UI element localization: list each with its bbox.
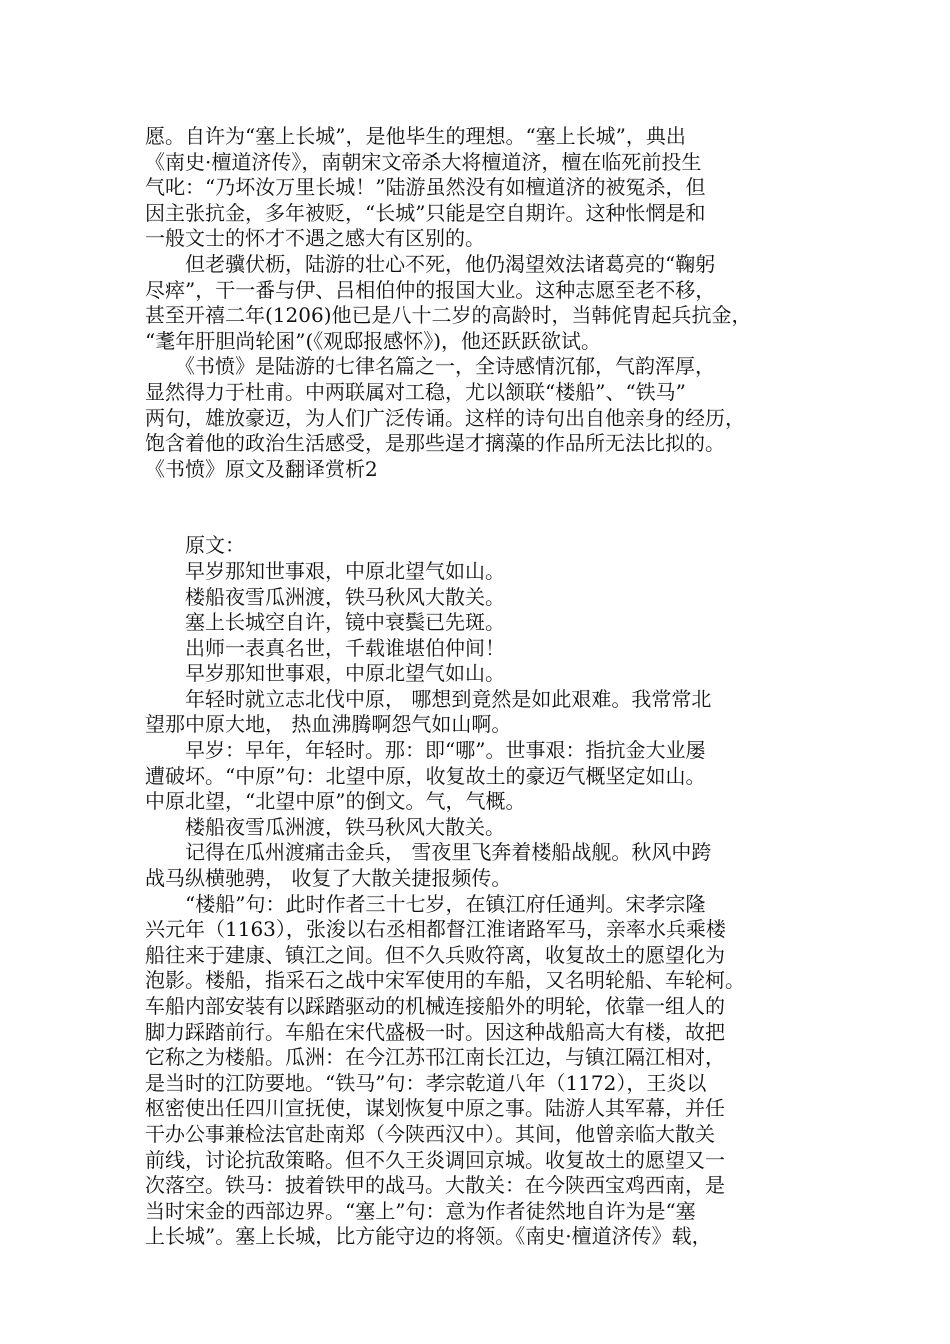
text-line: 甚至开禧二年(1206)他已是八十二岁的高龄时，当韩侂胄起兵抗金， (145, 303, 752, 328)
text-line: 显然得力于杜甫。中两联属对工稳，尤以颔联“楼船”、“铁马” (145, 379, 686, 404)
text-line: 船往来于建康、镇江之间。但不久兵败符离，收复故土的愿望化为 (145, 942, 725, 967)
text-line: 脚力踩踏前行。车船在宋代盛极一时。因这种战船高大有楼，故把 (145, 1019, 725, 1044)
text-line: 楼船夜雪瓜洲渡，铁马秋风大散关。 (145, 584, 505, 609)
text-line: 年轻时就立志北伐中原， 哪想到竟然是如此艰难。我常常北 (145, 686, 712, 711)
text-line: 它称之为楼船。瓜洲：在今江苏邗江南长江边，与镇江隔江相对， (145, 1045, 725, 1070)
section-original-and-translation (145, 533, 825, 1250)
text-line: 《书愤》是陆游的七律名篇之一，全诗感情沉郁，气韵浑厚， (145, 354, 715, 379)
text-line: 中原北望，“北望中原”的倒文。气，气概。 (145, 789, 526, 814)
text-line: 早岁：早年，年轻时。那：即“哪”。世事艰：指抗金大业屡 (145, 738, 706, 763)
text-line: 一般文士的怀才不遇之感大有区别的。 (145, 226, 485, 251)
text-line: 早岁那知世事艰，中原北望气如山。 (145, 558, 505, 583)
text-line: 《南史·檀道济传》，南朝宋文帝杀大将檀道济，檀在临死前投生 (145, 149, 702, 174)
text-line: 原文： (145, 533, 245, 558)
text-line: 尽瘁”，干一番与伊、吕相伯仲的报国大业。这种志愿至老不移， (145, 277, 716, 302)
text-line: 愿。自许为“塞上长城”，是他毕生的理想。“塞上长城”，典出 (145, 124, 686, 148)
section-gap (145, 482, 825, 533)
document-body (145, 124, 825, 1250)
text-line: 枢密使出任四川宣抚使，谋划恢复中原之事。陆游人其军幕，并任 (145, 1096, 725, 1121)
text-line: 泡影。楼船，指采石之战中宋军使用的车船，又名明轮船、车轮柯。 (145, 968, 745, 993)
text-line: 出师一表真名世，千载谁堪伯仲间！ (145, 635, 505, 660)
text-line: 次落空。铁马：披着铁甲的战马。大散关：在今陕西宝鸡西南，是 (145, 1173, 725, 1198)
text-line: 兴元年（1163），张浚以右丞相都督江淮诸路军马，亲率水兵乘楼 (145, 917, 726, 942)
text-line: 早岁那知世事艰，中原北望气如山。 (145, 661, 505, 686)
text-line: “耄年肝胆尚轮囷”(《观邸报感怀》)，他还跃跃欲试。 (145, 328, 602, 353)
text-line: 饱含着他的政治生活感受，是那些逞才摛藻的作品所无法比拟的。 (145, 431, 725, 456)
text-line: 前线，讨论抗敌策略。但不久王炎调回京城。收复故土的愿望又一 (145, 1147, 725, 1172)
text-line: 《书愤》原文及翻译赏析2 (145, 456, 378, 481)
text-line: 塞上长城空自许，镜中衰鬓已先斑。 (145, 610, 505, 635)
text-line: 战马纵横驰骋， 收复了大散关捷报频传。 (145, 866, 512, 891)
text-line: 记得在瓜州渡痛击金兵， 雪夜里飞奔着楼船战舰。秋风中跨 (145, 840, 712, 865)
text-line: 望那中原大地， 热血沸腾啊怨气如山啊。 (145, 712, 512, 737)
text-line: 因主张抗金，多年被贬，“长城”只能是空自期许。这种怅惘是和 (145, 200, 706, 225)
text-line: 但老骥伏枥，陆游的壮心不死，他仍渴望效法诸葛亮的“鞠躬 (145, 251, 716, 276)
text-line: “楼船”句：此时作者三十七岁，在镇江府任通判。宋孝宗隆 (145, 891, 706, 916)
text-line: 两句，雄放豪迈，为人们广泛传诵。这样的诗句出自他亲身的经历， (145, 405, 745, 430)
text-line: 遭破坏。“中原”句：北望中原，收复故土的豪迈气概坚定如山。 (145, 763, 706, 788)
text-line: 当时宋金的西部边界。“塞上”句：意为作者徒然地自许为是“塞 (145, 1198, 696, 1223)
text-line: 车船内部安装有以踩踏驱动的机械连接船外的明轮，依靠一组人的 (145, 994, 725, 1018)
text-line: 上长城”。塞上长城，比方能守边的将领。《南史·檀道济传》载， (145, 1224, 712, 1249)
text-line: 楼船夜雪瓜洲渡，铁马秋风大散关。 (145, 814, 505, 839)
text-line: 气叱：“乃坏汝万里长城！”陆游虽然没有如檀道济的被冤杀，但 (145, 175, 706, 200)
text-line: 干办公事兼检法官赴南郑（今陕西汉中）。其间，他曾亲临大散关 (145, 1121, 715, 1146)
text-line: 是当时的江防要地。“铁马”句：孝宗乾道八年（1172），王炎以 (145, 1070, 707, 1095)
section-commentary (145, 124, 825, 482)
